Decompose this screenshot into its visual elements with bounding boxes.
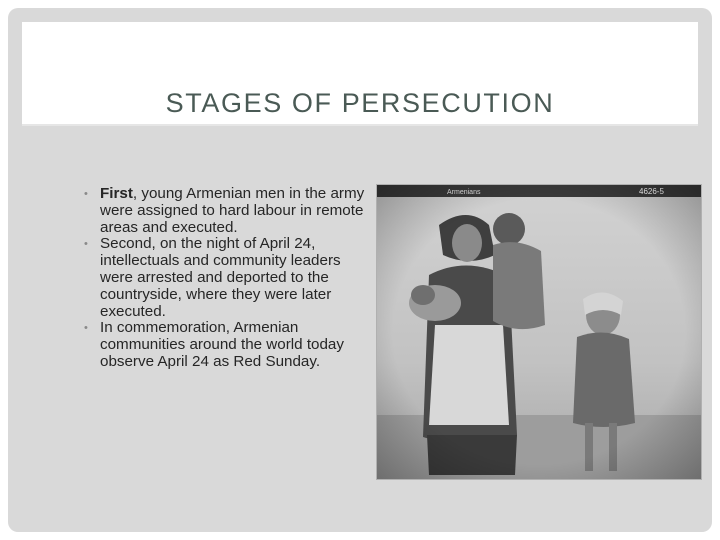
historical-photo (376, 184, 702, 480)
bullet-icon: • (84, 188, 88, 200)
bullet-item-second (84, 236, 366, 320)
bullet-list (84, 186, 366, 371)
bullet-icon: • (84, 238, 88, 251)
title-divider (22, 124, 698, 126)
bullet-item-third (84, 320, 366, 370)
photo-illustration (377, 185, 701, 479)
bullet-text: Second, on the night of April 24, intellectuals and community leaders were arrested and deported to the countryside, where they were later executed. (100, 235, 341, 320)
bullet-icon: • (84, 322, 88, 335)
bullet-item-first (84, 186, 366, 236)
bullet-text: In commemoration, Armenian communities around the world today observe April 24 as Red Sunday. (100, 319, 344, 370)
bullet-bold-text: First (100, 185, 133, 202)
bullet-text: , young Armenian men in the army were assigned to hard labour in remote areas and executed. (100, 185, 365, 236)
slide-title: STAGES OF PERSECUTION (165, 88, 555, 118)
